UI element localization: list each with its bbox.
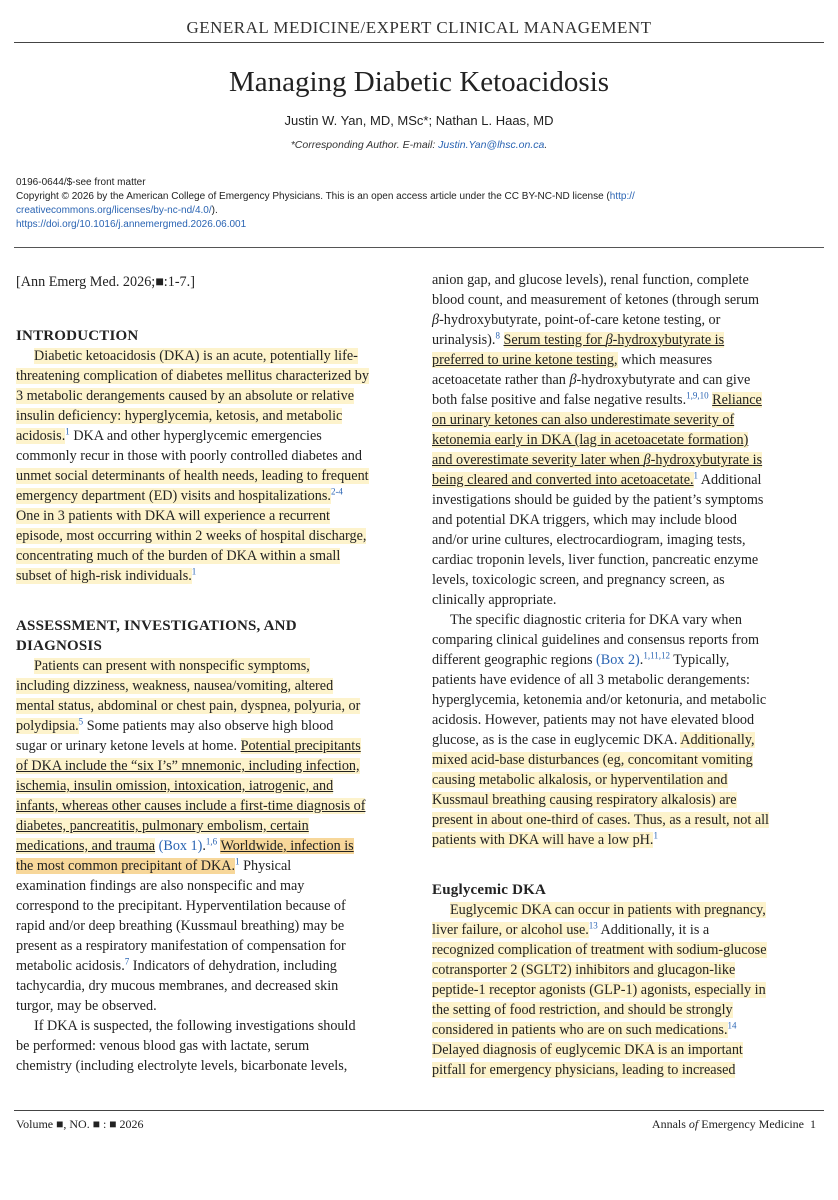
right-column: [432, 270, 824, 1080]
criteria-paragraph: The specific diagnostic criteria for DKA vary when comparing clinical guidelines and consensus reports from different geographic regions (Box 2).$^{1,11,12}$ Typically, patients have evidence of all 3 metabolic derangements: hyperglycemia, ketonemia and/or ketonuria, and metabolic acidosis. However, patients may not have elevated blood glucose, as is the case in euglycemic DKA. Additionally, mixed acid-base disturbances (eg, concomitant vomiting causing metabolic alkalosis, or hyperventilation and Kussmaul breathing causing respiratory alkalosis) are present in about one-third of cases. Thus, as a result, not all patients with DKA will have a low pH.$^1$: [432, 612, 770, 848]
corresponding-end: .: [544, 139, 548, 151]
copyright-text: Copyright © 2026 by the American College of Emergency Physicians. This is an open access article under the CC BY-NC-ND license (: [16, 191, 610, 202]
corresponding-email-link[interactable]: Justin.Yan@lhsc.on.ca: [438, 139, 545, 151]
corresponding-author: [0, 139, 838, 151]
copyright-line: [16, 190, 816, 204]
footer-journal-name-2: Emergency Medicine: [698, 1117, 804, 1131]
assessment-paragraph: Patients can present with nonspecific symptoms, including dizziness, weakness, nausea/vomiting, altered mental status, abdominal or chest pain, dyspnea, polyuria, or polydipsia.$^5$ Some patients may also observe high blood sugar or urinary ketone levels at home. Potential precipitants of DKA include the “six I’s” mnemonic, including infection, ischemia, insulin omission, intoxication, iatrogenic, and infants, whereas other causes include a first-time diagnosis of diabetes, pancreatitis, pulmonary embolism, certain medications, and trauma (Box 1).$^{1,6}$ Worldwide, infection is the most common precipitant of DKA.$^1$ Physical examination findings are also nonspecific and may correspond to the precipitant. Hyperventilation because of rapid and/or deep breathing (Kussmaul breathing) may be present as a respiratory manifestation of compensation for metabolic acidosis.$^7$ Indicators of dehydration, including tachycardia, dry mucous membranes, and decreased skin turgor, may be observed. If DKA is suspected, the following investigations should be performed: venous blood gas with lactate, serum chemistry (including electrolyte levels, bicarbonate levels,: [16, 658, 366, 1074]
license-link-part2[interactable]: creativecommons.org/licenses/by-nc-nd/4.0/: [16, 205, 212, 216]
author-list: Justin W. Yan, MD, MSc*; Nathan L. Haas, MD: [284, 113, 554, 128]
license-link-part1[interactable]: http://: [609, 191, 635, 202]
journal-section-header: GENERAL MEDICINE/EXPERT CLINICAL MANAGEMENT: [186, 18, 652, 37]
assessment-heading-line1: ASSESSMENT, INVESTIGATIONS, AND: [16, 618, 297, 634]
corresponding-label: *Corresponding Author. E-mail:: [290, 139, 439, 151]
issn-line: 0196-0644/$-see front matter: [16, 177, 146, 188]
doi-link[interactable]: https://doi.org/10.1016/j.annemergmed.2026.06.001: [16, 219, 247, 230]
assessment-heading-line2: DIAGNOSIS: [16, 638, 102, 654]
euglycemic-heading: Euglycemic DKA: [432, 882, 547, 898]
license-end: ).: [211, 205, 218, 216]
article-meta: [16, 176, 816, 232]
header-rule: [14, 42, 824, 43]
euglycemic-paragraph: Euglycemic DKA can occur in patients with pregnancy, liver failure, or alcohol use.$^{13}$ Additionally, it is a recognized complication of treatment with sodium-glucose cotransporter 2 (SGLT2) inhibitors and glucagon-like peptide-1 receptor agonists (GLP-1) agonists, especially in the setting of food restriction, and should be strongly considered in patients who are on such medications.$^{14}$ Delayed diagnosis of euglycemic DKA is an important pitfall for emergency physicians, leading to increased: [432, 902, 767, 1078]
footer-journal-name-1: Annals: [651, 1117, 689, 1131]
article-title: Managing Diabetic Ketoacidosis: [228, 66, 610, 98]
investigations-paragraph: anion gap, and glucose levels), renal function, complete blood count, and measurement of ketones (through serum β-hydroxybutyrate, point-of-care ketone testing, or urinalysis).$^8$ Serum testing for β-hydroxybutyrate is preferred to urine ketone testing, which measures acetoacetate rather than β-hydroxybutyrate and can give both false positive and false negative results.$^{1,9,10}$ Reliance on urinary ketones can also underestimate severity of ketonemia early in DKA (lag in acetoacetate formation) and overestimate severity later when β-hydroxybutyrate is being cleared and converted into acetoacetate.$^1$ Additional investigations should be guided by the patient’s symptoms and potential DKA triggers, which may include blood and/or urine cultures, electrocardiogram, imaging tests, cardiac troponin levels, liver function, pancreatic enzyme levels, toxicologic screen, and pregnancy screen, as clinically appropriate.: [432, 272, 764, 608]
footer-volume: Volume ■, NO. ■ : ■ 2026: [16, 1117, 144, 1131]
footer-rule: [14, 1110, 824, 1111]
license-line: [16, 204, 816, 218]
footer-journal: [652, 1117, 816, 1132]
left-column: [16, 272, 416, 1076]
introduction-heading: INTRODUCTION: [16, 328, 139, 344]
meta-rule: [14, 247, 824, 248]
footer-journal-of: of: [688, 1117, 699, 1131]
page-number: 1: [810, 1117, 816, 1131]
citation-line: [Ann Emerg Med. 2026;■:1-7.]: [16, 274, 195, 290]
introduction-paragraph: Diabetic ketoacidosis (DKA) is an acute, potentially life- threatening complication of diabetes mellitus characterized by 3 metabolic derangements caused by an absolute or relative insulin deficiency: hyperglycemia, ketosis, and metabolic acidosis.$^1$ DKA and other hyperglycemic emergencies commonly recur in those with poorly controlled diabetes and unmet social determinants of health needs, leading to frequent emergency department (ED) visits and hospitalizations.$^{2-4}$ One in 3 patients with DKA will experience a recurrent episode, most occurring within 2 weeks of hospital discharge, concentrating much of the burden of DKA within a small subset of high-risk individuals.$^1$: [16, 348, 369, 584]
